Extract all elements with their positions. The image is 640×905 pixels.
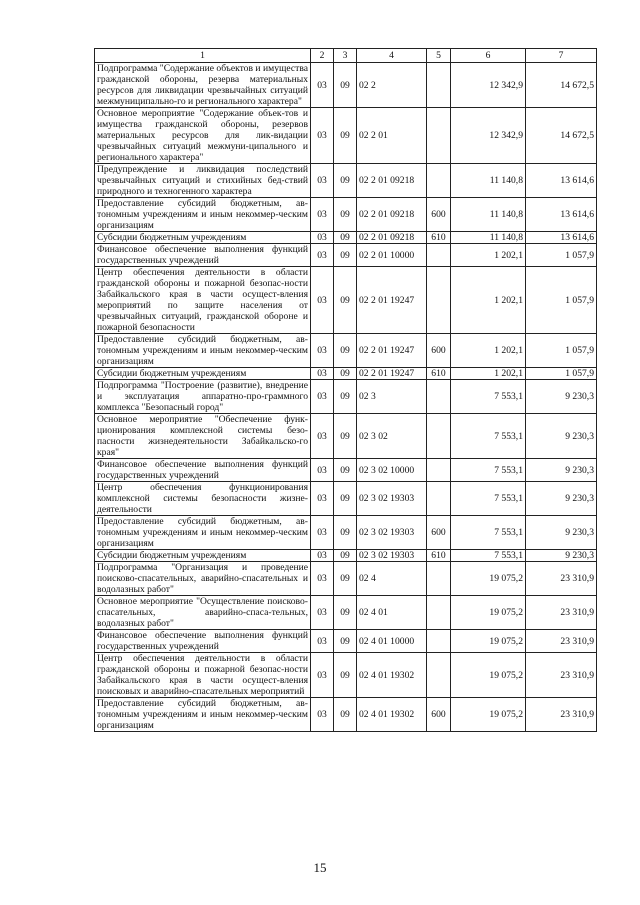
section-code-cell: 03 [311,653,334,698]
table-row [95,164,597,198]
amount-year2-cell: 13 614,6 [526,164,597,198]
amount-year2-cell: 23 310,9 [526,596,597,630]
row-name-cell: Центр обеспечения деятельности в области гражданской обороны и пожарной безопас-ности Забайкальского края в части осущест-вления мероприятий по защите населения от чрезвычайных ситуаций, гражданской обороне и пожарной безопасности [95,267,311,334]
target-article-cell: 02 2 01 19247 [357,267,427,334]
section-code-cell: 03 [311,108,334,164]
table-row [95,368,597,380]
amount-year2-cell: 23 310,9 [526,653,597,698]
subsection-code-cell: 09 [334,562,357,596]
header-cell: 1 [95,49,311,63]
amount-year1-cell: 1 202,1 [451,267,526,334]
subsection-code-cell: 09 [334,630,357,653]
expense-type-cell: 600 [427,198,451,232]
table-row [95,108,597,164]
amount-year1-cell: 19 075,2 [451,698,526,732]
subsection-code-cell: 09 [334,596,357,630]
subsection-code-cell: 09 [334,108,357,164]
section-code-cell: 03 [311,562,334,596]
table-row [95,63,597,108]
expense-type-cell [427,482,451,516]
table-row [95,630,597,653]
subsection-code-cell: 09 [334,414,357,459]
row-name-cell: Субсидии бюджетным учреждениям [95,232,311,244]
table-row [95,698,597,732]
expense-type-cell [427,244,451,267]
table-row [95,232,597,244]
expense-type-cell [427,380,451,414]
row-name-cell: Финансовое обеспечение выполнения функций государственных учреждений [95,630,311,653]
subsection-code-cell: 09 [334,550,357,562]
target-article-cell: 02 2 [357,63,427,108]
row-name-cell: Основное мероприятие "Осуществление поисково-спасательных, аварийно-спаса-тельных, водолазных работ" [95,596,311,630]
amount-year2-cell: 9 230,3 [526,516,597,550]
amount-year2-cell: 23 310,9 [526,630,597,653]
table-row [95,244,597,267]
amount-year1-cell: 12 342,9 [451,63,526,108]
amount-year2-cell: 23 310,9 [526,562,597,596]
expense-type-cell: 600 [427,334,451,368]
subsection-code-cell: 09 [334,63,357,108]
expense-type-cell [427,562,451,596]
amount-year1-cell: 19 075,2 [451,596,526,630]
row-name-cell: Центр обеспечения деятельности в области гражданской обороны и пожарной безопас-ности Забайкальского края в части осущест-вления поисковых и аварийно-спасательных мероприятий [95,653,311,698]
subsection-code-cell: 09 [334,198,357,232]
subsection-code-cell: 09 [334,267,357,334]
target-article-cell: 02 3 02 19303 [357,482,427,516]
target-article-cell: 02 4 01 19302 [357,698,427,732]
target-article-cell: 02 4 [357,562,427,596]
subsection-code-cell: 09 [334,164,357,198]
amount-year2-cell: 13 614,6 [526,198,597,232]
budget-table [94,48,597,732]
expense-type-cell: 600 [427,698,451,732]
target-article-cell: 02 4 01 19302 [357,653,427,698]
row-name-cell: Субсидии бюджетным учреждениям [95,368,311,380]
amount-year1-cell: 7 553,1 [451,482,526,516]
section-code-cell: 03 [311,380,334,414]
table-row [95,516,597,550]
row-name-cell: Предоставление субсидий бюджетным, ав-тономным учреждениям и иным некоммер-ческим организациям [95,516,311,550]
header-cell: 5 [427,49,451,63]
expense-type-cell [427,63,451,108]
row-name-cell: Субсидии бюджетным учреждениям [95,550,311,562]
header-cell: 2 [311,49,334,63]
amount-year1-cell: 1 202,1 [451,244,526,267]
amount-year1-cell: 7 553,1 [451,550,526,562]
target-article-cell: 02 2 01 10000 [357,244,427,267]
section-code-cell: 03 [311,164,334,198]
target-article-cell: 02 2 01 09218 [357,232,427,244]
header-row [95,49,597,63]
section-code-cell: 03 [311,698,334,732]
section-code-cell: 03 [311,198,334,232]
target-article-cell: 02 2 01 [357,108,427,164]
table-row [95,550,597,562]
target-article-cell: 02 2 01 19247 [357,368,427,380]
amount-year1-cell: 1 202,1 [451,334,526,368]
target-article-cell: 02 3 02 10000 [357,459,427,482]
section-code-cell: 03 [311,550,334,562]
row-name-cell: Предоставление субсидий бюджетным, ав-тономным учреждениям и иным некоммер-ческим организациям [95,334,311,368]
table-row [95,653,597,698]
amount-year2-cell: 13 614,6 [526,232,597,244]
table-row [95,198,597,232]
subsection-code-cell: 09 [334,244,357,267]
subsection-code-cell: 09 [334,368,357,380]
amount-year2-cell: 1 057,9 [526,244,597,267]
row-name-cell: Подпрограмма "Организация и проведение поисково-спасательных, аварийно-спасательных и водолазных работ" [95,562,311,596]
expense-type-cell [427,164,451,198]
target-article-cell: 02 3 [357,380,427,414]
target-article-cell: 02 3 02 19303 [357,516,427,550]
header-cell: 4 [357,49,427,63]
target-article-cell: 02 2 01 19247 [357,334,427,368]
amount-year1-cell: 11 140,8 [451,164,526,198]
row-name-cell: Подпрограмма "Содержание объектов и имущества гражданской обороны, резерва материальных ресурсов для ликвидации чрезвычайных ситуаций межмуниципально-го и регионального характера" [95,63,311,108]
amount-year1-cell: 7 553,1 [451,459,526,482]
expense-type-cell [427,596,451,630]
amount-year1-cell: 12 342,9 [451,108,526,164]
table-row [95,459,597,482]
expense-type-cell [427,267,451,334]
amount-year2-cell: 1 057,9 [526,334,597,368]
target-article-cell: 02 3 02 [357,414,427,459]
subsection-code-cell: 09 [334,482,357,516]
header-cell: 3 [334,49,357,63]
table-row [95,562,597,596]
expense-type-cell: 600 [427,516,451,550]
amount-year1-cell: 7 553,1 [451,380,526,414]
section-code-cell: 03 [311,596,334,630]
expense-type-cell: 610 [427,550,451,562]
row-name-cell: Центр обеспечения функционирования комплексной системы безопасности жизне-деятельности [95,482,311,516]
row-name-cell: Финансовое обеспечение выполнения функций государственных учреждений [95,244,311,267]
target-article-cell: 02 2 01 09218 [357,164,427,198]
amount-year1-cell: 19 075,2 [451,630,526,653]
section-code-cell: 03 [311,459,334,482]
amount-year1-cell: 7 553,1 [451,516,526,550]
amount-year1-cell: 19 075,2 [451,562,526,596]
amount-year1-cell: 11 140,8 [451,198,526,232]
amount-year1-cell: 11 140,8 [451,232,526,244]
table-row [95,267,597,334]
section-code-cell: 03 [311,482,334,516]
table-row [95,334,597,368]
target-article-cell: 02 3 02 19303 [357,550,427,562]
expense-type-cell: 610 [427,368,451,380]
amount-year2-cell: 14 672,5 [526,63,597,108]
table-row [95,596,597,630]
header-cell: 6 [451,49,526,63]
amount-year2-cell: 9 230,3 [526,414,597,459]
expense-type-cell [427,653,451,698]
expense-type-cell [427,108,451,164]
table-row [95,482,597,516]
row-name-cell: Предоставление субсидий бюджетным, ав-тономным учреждениям и иным некоммер-ческим организациям [95,698,311,732]
section-code-cell: 03 [311,630,334,653]
amount-year2-cell: 1 057,9 [526,368,597,380]
target-article-cell: 02 4 01 10000 [357,630,427,653]
section-code-cell: 03 [311,267,334,334]
section-code-cell: 03 [311,368,334,380]
section-code-cell: 03 [311,516,334,550]
row-name-cell: Основное мероприятие "Обеспечение функ-ционирования комплексной системы безо-пасности жизнедеятельности Забайкальско-го края" [95,414,311,459]
amount-year2-cell: 9 230,3 [526,380,597,414]
section-code-cell: 03 [311,414,334,459]
table-row [95,414,597,459]
expense-type-cell [427,459,451,482]
amount-year1-cell: 7 553,1 [451,414,526,459]
target-article-cell: 02 2 01 09218 [357,198,427,232]
section-code-cell: 03 [311,334,334,368]
amount-year2-cell: 1 057,9 [526,267,597,334]
subsection-code-cell: 09 [334,232,357,244]
subsection-code-cell: 09 [334,459,357,482]
row-name-cell: Подпрограмма "Построение (развитие), внедрение и эксплуатация аппаратно-про-граммного комплекса "Безопасный город" [95,380,311,414]
amount-year1-cell: 1 202,1 [451,368,526,380]
amount-year2-cell: 14 672,5 [526,108,597,164]
row-name-cell: Предупреждение и ликвидация последствий чрезвычайных ситуаций и стихийных бед-ствий природного и техногенного характера [95,164,311,198]
page-number: 15 [313,860,327,875]
table-row [95,380,597,414]
subsection-code-cell: 09 [334,653,357,698]
row-name-cell: Финансовое обеспечение выполнения функций государственных учреждений [95,459,311,482]
section-code-cell: 03 [311,63,334,108]
amount-year2-cell: 9 230,3 [526,482,597,516]
header-cell: 7 [526,49,597,63]
row-name-cell: Предоставление субсидий бюджетным, ав-тономным учреждениям и иным некоммер-ческим организациям [95,198,311,232]
expense-type-cell [427,630,451,653]
subsection-code-cell: 09 [334,698,357,732]
amount-year2-cell: 9 230,3 [526,459,597,482]
amount-year2-cell: 23 310,9 [526,698,597,732]
section-code-cell: 03 [311,232,334,244]
target-article-cell: 02 4 01 [357,596,427,630]
section-code-cell: 03 [311,244,334,267]
amount-year2-cell: 9 230,3 [526,550,597,562]
expense-type-cell [427,414,451,459]
expense-type-cell: 610 [427,232,451,244]
subsection-code-cell: 09 [334,380,357,414]
subsection-code-cell: 09 [334,334,357,368]
amount-year1-cell: 19 075,2 [451,653,526,698]
subsection-code-cell: 09 [334,516,357,550]
row-name-cell: Основное мероприятие "Содержание объек-тов и имущества гражданской обороны, резервов материальных ресурсов для лик-видации чрезвычайных ситуаций межмуни-ципального и регионального характера" [95,108,311,164]
